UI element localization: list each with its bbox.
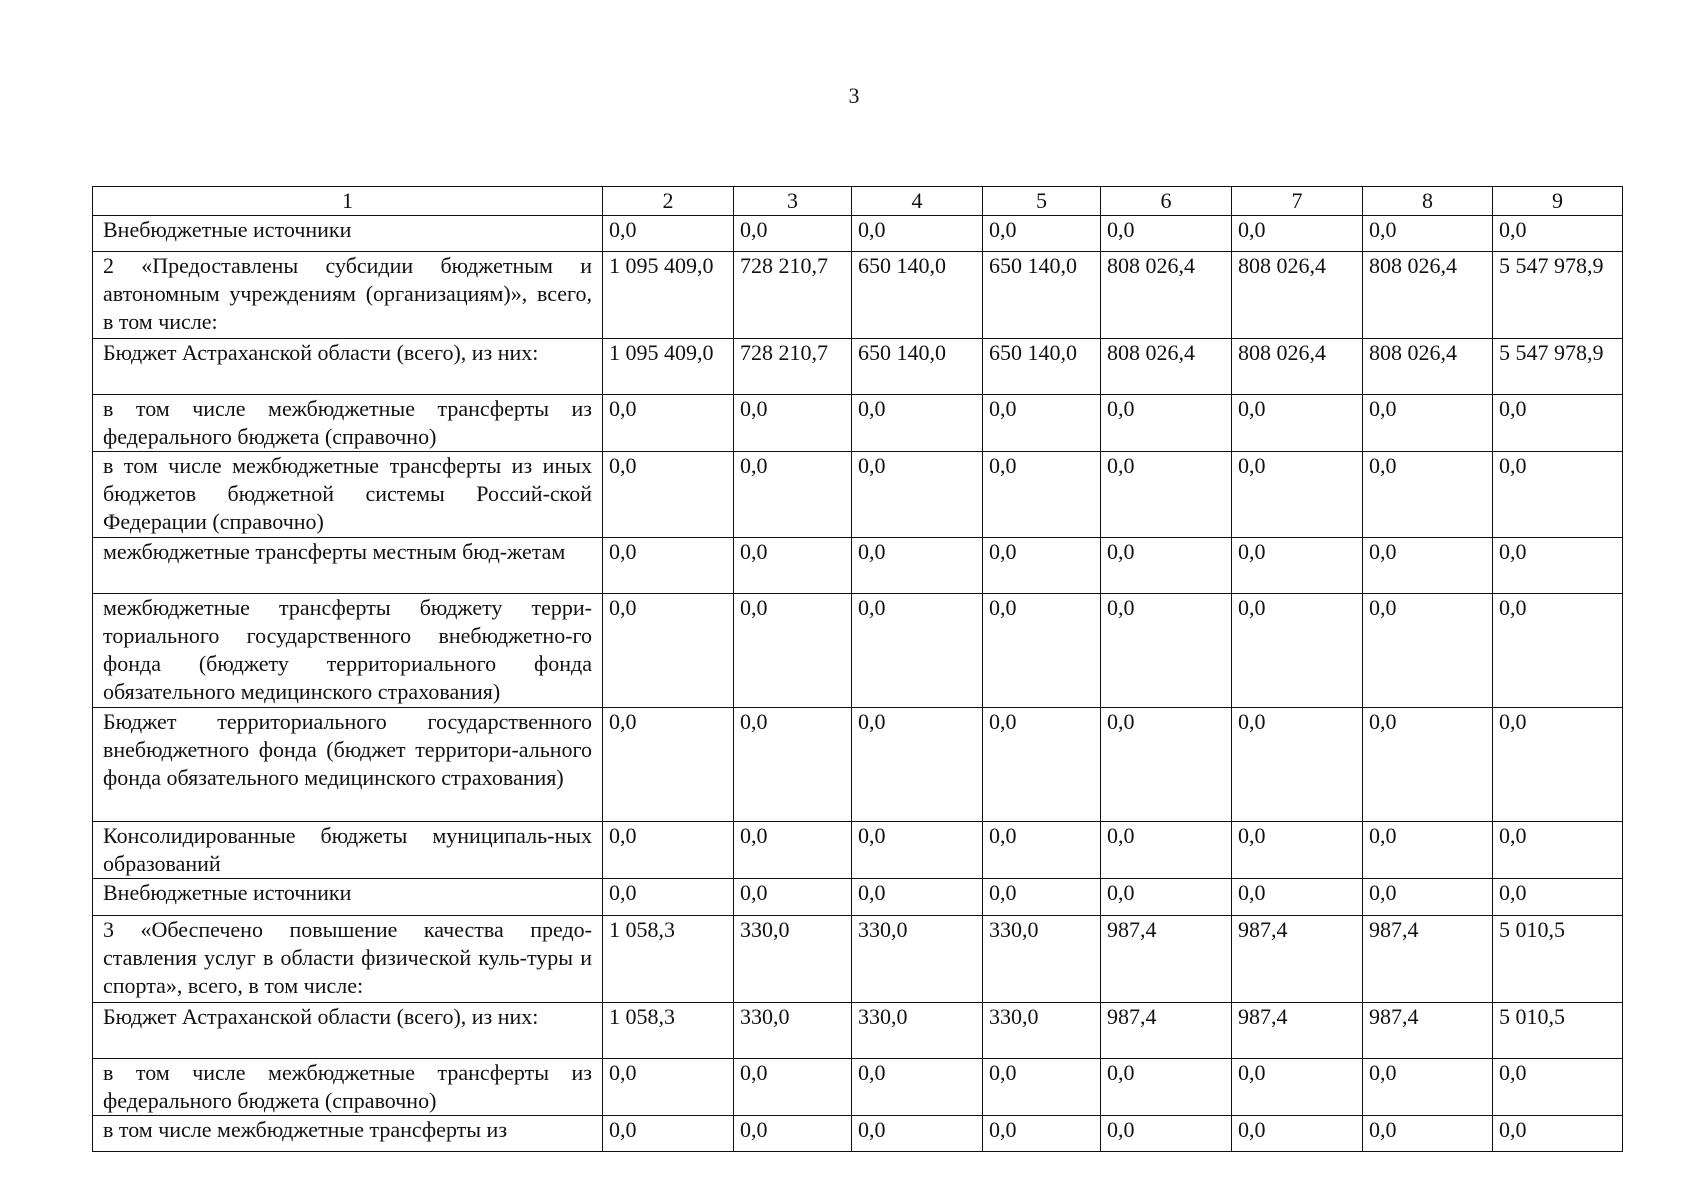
value-cell: 0,0: [852, 1059, 983, 1116]
value-cell: 650 140,0: [983, 339, 1101, 395]
table-row: [93, 339, 1623, 395]
table-row: [93, 822, 1623, 879]
value-cell: 0,0: [1232, 708, 1363, 822]
value-cell: 728 210,7: [734, 252, 852, 339]
value-cell: 0,0: [734, 538, 852, 594]
table-row: [93, 538, 1623, 594]
value-cell: 0,0: [1493, 1116, 1623, 1152]
value-cell: 808 026,4: [1363, 339, 1493, 395]
value-cell: 0,0: [1101, 879, 1232, 916]
row-label: Внебюджетные источники: [93, 879, 603, 916]
column-number-2: 2: [603, 187, 734, 216]
value-cell: 0,0: [1101, 538, 1232, 594]
value-cell: 808 026,4: [1232, 252, 1363, 339]
value-cell: 0,0: [1232, 1059, 1363, 1116]
value-cell: 0,0: [1363, 395, 1493, 452]
value-cell: 330,0: [734, 916, 852, 1003]
column-number-1: 1: [93, 187, 603, 216]
value-cell: 0,0: [603, 452, 734, 538]
value-cell: 650 140,0: [852, 339, 983, 395]
row-label: Консолидированные бюджеты муниципаль-ных образований: [93, 822, 603, 879]
table-row: [93, 252, 1623, 339]
value-cell: 0,0: [1363, 1116, 1493, 1152]
value-cell: 0,0: [1232, 879, 1363, 916]
value-cell: 0,0: [1493, 708, 1623, 822]
value-cell: 0,0: [1363, 538, 1493, 594]
value-cell: 0,0: [1232, 216, 1363, 252]
table-row: [93, 916, 1623, 1003]
value-cell: 0,0: [1101, 452, 1232, 538]
value-cell: 0,0: [734, 216, 852, 252]
value-cell: 1 095 409,0: [603, 252, 734, 339]
value-cell: 0,0: [983, 1116, 1101, 1152]
value-cell: 330,0: [983, 1003, 1101, 1059]
table-row: [93, 1003, 1623, 1059]
header-row: [93, 187, 1623, 216]
page-number: 3: [848, 83, 860, 108]
value-cell: 0,0: [1363, 879, 1493, 916]
value-cell: 0,0: [1101, 822, 1232, 879]
value-cell: 0,0: [1101, 216, 1232, 252]
value-cell: 0,0: [1363, 594, 1493, 708]
value-cell: 0,0: [1363, 708, 1493, 822]
value-cell: 5 010,5: [1493, 1003, 1623, 1059]
value-cell: 0,0: [603, 538, 734, 594]
row-label: Бюджет Астраханской области (всего), из них:: [93, 339, 603, 395]
row-label: Бюджет территориального государственного внебюджетного фонда (бюджет территори-ального фонда обязательного медицинского страхования): [93, 708, 603, 822]
value-cell: 0,0: [1232, 594, 1363, 708]
value-cell: 808 026,4: [1363, 252, 1493, 339]
value-cell: 0,0: [1232, 1116, 1363, 1152]
value-cell: 0,0: [983, 822, 1101, 879]
row-label: в том числе межбюджетные трансферты из иных бюджетов бюджетной системы Россий-ской Федерации (справочно): [93, 452, 603, 538]
value-cell: 0,0: [1493, 395, 1623, 452]
value-cell: 650 140,0: [983, 252, 1101, 339]
value-cell: 987,4: [1232, 1003, 1363, 1059]
value-cell: 0,0: [734, 395, 852, 452]
value-cell: 0,0: [1232, 395, 1363, 452]
value-cell: 987,4: [1232, 916, 1363, 1003]
column-number-4: 4: [852, 187, 983, 216]
table-row: [93, 395, 1623, 452]
value-cell: 0,0: [1493, 452, 1623, 538]
value-cell: 0,0: [852, 395, 983, 452]
value-cell: 0,0: [852, 452, 983, 538]
value-cell: 0,0: [1101, 708, 1232, 822]
value-cell: 0,0: [1363, 216, 1493, 252]
row-label: Внебюджетные источники: [93, 216, 603, 252]
value-cell: 0,0: [1101, 594, 1232, 708]
row-label: межбюджетные трансферты бюджету терри-ториального государственного внебюджетно-го фонда (бюджету территориального фонда обязательного медицинского страхования): [93, 594, 603, 708]
table-row: [93, 1059, 1623, 1116]
row-label: в том числе межбюджетные трансферты из федерального бюджета (справочно): [93, 1059, 603, 1116]
column-number-9: 9: [1493, 187, 1623, 216]
value-cell: 0,0: [1101, 1116, 1232, 1152]
row-label: в том числе межбюджетные трансферты из федерального бюджета (справочно): [93, 395, 603, 452]
value-cell: 0,0: [1493, 594, 1623, 708]
table-row: [93, 452, 1623, 538]
value-cell: 0,0: [1493, 216, 1623, 252]
value-cell: 987,4: [1363, 916, 1493, 1003]
row-label: Бюджет Астраханской области (всего), из них:: [93, 1003, 603, 1059]
value-cell: 0,0: [734, 708, 852, 822]
value-cell: 987,4: [1101, 1003, 1232, 1059]
value-cell: 0,0: [734, 822, 852, 879]
value-cell: 1 058,3: [603, 1003, 734, 1059]
value-cell: 808 026,4: [1101, 339, 1232, 395]
table-row: [93, 708, 1623, 822]
value-cell: 0,0: [734, 879, 852, 916]
value-cell: 0,0: [983, 452, 1101, 538]
table-body: [93, 187, 1623, 1152]
value-cell: 0,0: [603, 216, 734, 252]
value-cell: 0,0: [603, 822, 734, 879]
value-cell: 0,0: [1493, 538, 1623, 594]
value-cell: 330,0: [852, 1003, 983, 1059]
value-cell: 0,0: [603, 879, 734, 916]
value-cell: 0,0: [603, 1059, 734, 1116]
value-cell: 0,0: [983, 879, 1101, 916]
column-number-6: 6: [1101, 187, 1232, 216]
row-label: 3 «Обеспечено повышение качества предо-ставления услуг в области физической куль-туры и спорта», всего, в том числе:: [93, 916, 603, 1003]
table-row: [93, 594, 1623, 708]
value-cell: 0,0: [983, 1059, 1101, 1116]
value-cell: 0,0: [734, 1116, 852, 1152]
value-cell: 5 547 978,9: [1493, 252, 1623, 339]
value-cell: 0,0: [1363, 1059, 1493, 1116]
value-cell: 0,0: [1493, 822, 1623, 879]
value-cell: 5 010,5: [1493, 916, 1623, 1003]
value-cell: 1 058,3: [603, 916, 734, 1003]
table-row: [93, 216, 1623, 252]
value-cell: 0,0: [734, 1059, 852, 1116]
value-cell: 0,0: [1363, 822, 1493, 879]
value-cell: 0,0: [603, 395, 734, 452]
column-number-3: 3: [734, 187, 852, 216]
value-cell: 5 547 978,9: [1493, 339, 1623, 395]
value-cell: 330,0: [734, 1003, 852, 1059]
value-cell: 0,0: [852, 822, 983, 879]
value-cell: 0,0: [983, 395, 1101, 452]
budget-table: [92, 186, 1623, 1152]
row-label: межбюджетные трансферты местным бюд-жетам: [93, 538, 603, 594]
row-label: в том числе межбюджетные трансферты из: [93, 1116, 603, 1152]
value-cell: 0,0: [603, 1116, 734, 1152]
value-cell: 0,0: [852, 708, 983, 822]
value-cell: 0,0: [734, 452, 852, 538]
value-cell: 330,0: [983, 916, 1101, 1003]
value-cell: 808 026,4: [1232, 339, 1363, 395]
value-cell: 728 210,7: [734, 339, 852, 395]
value-cell: 0,0: [983, 708, 1101, 822]
value-cell: 0,0: [1101, 395, 1232, 452]
value-cell: 0,0: [1363, 452, 1493, 538]
value-cell: 0,0: [983, 594, 1101, 708]
value-cell: 0,0: [852, 538, 983, 594]
column-number-5: 5: [983, 187, 1101, 216]
value-cell: 0,0: [603, 708, 734, 822]
table-row: [93, 879, 1623, 916]
column-number-8: 8: [1363, 187, 1493, 216]
value-cell: 0,0: [1232, 538, 1363, 594]
value-cell: 0,0: [983, 538, 1101, 594]
value-cell: 0,0: [734, 594, 852, 708]
value-cell: 0,0: [1493, 879, 1623, 916]
value-cell: 0,0: [983, 216, 1101, 252]
value-cell: 0,0: [852, 216, 983, 252]
value-cell: 808 026,4: [1101, 252, 1232, 339]
value-cell: 0,0: [1493, 1059, 1623, 1116]
value-cell: 0,0: [852, 1116, 983, 1152]
value-cell: 0,0: [1232, 822, 1363, 879]
value-cell: 987,4: [1363, 1003, 1493, 1059]
value-cell: 650 140,0: [852, 252, 983, 339]
value-cell: 0,0: [852, 879, 983, 916]
value-cell: 0,0: [603, 594, 734, 708]
value-cell: 0,0: [852, 594, 983, 708]
value-cell: 330,0: [852, 916, 983, 1003]
value-cell: 987,4: [1101, 916, 1232, 1003]
column-number-7: 7: [1232, 187, 1363, 216]
value-cell: 1 095 409,0: [603, 339, 734, 395]
value-cell: 0,0: [1232, 452, 1363, 538]
row-label: 2 «Предоставлены субсидии бюджетным и автономным учреждениям (организациям)», всего, в том числе:: [93, 252, 603, 339]
value-cell: 0,0: [1101, 1059, 1232, 1116]
table-row: [93, 1116, 1623, 1152]
